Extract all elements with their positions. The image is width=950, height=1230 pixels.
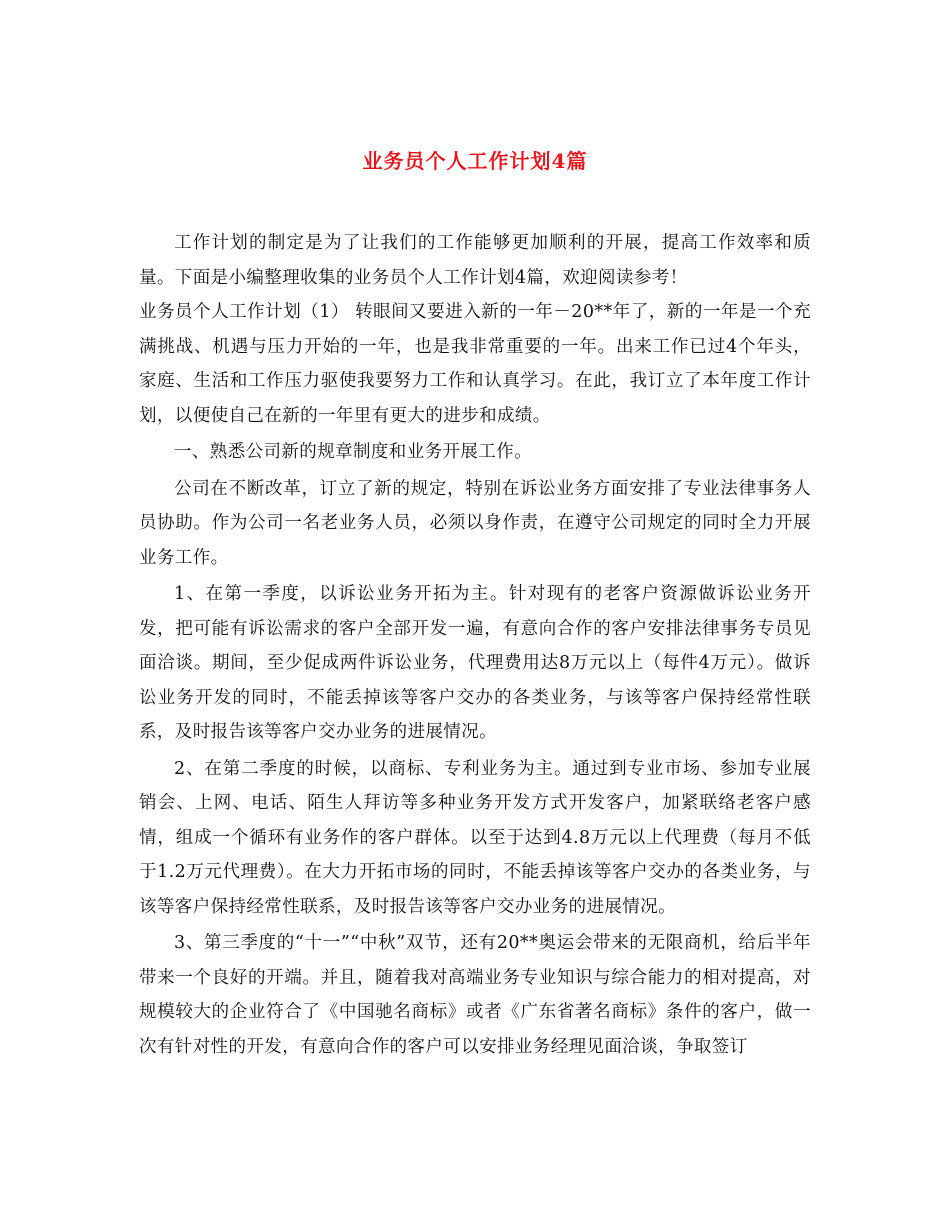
q2-paragraph: 2、在第二季度的时候，以商标、专利业务为主。通过到专业市场、参加专业展销会、上网、电话、陌生人拜访等多种业务开发方式开发客户，加紧联络老客户感情，组成一个循环有业务作的客户群体。以至于达到4.8万元以上代理费（每月不低于1.2万元代理费）。在大力开拓市场的同时，不能丢掉该等客户交办的各类业务，与该等客户保持经常性联系，及时报告该等客户交办业务的进展情况。 xyxy=(139,758,811,917)
document-body xyxy=(139,226,811,1064)
intro-paragraph: 工作计划的制定是为了让我们的工作能够更加顺利的开展，提高工作效率和质量。下面是小编整理收集的业务员个人工作计划4篇，欢迎阅读参考！ xyxy=(139,233,811,288)
company-paragraph: 公司在不断改革，订立了新的规定，特别在诉讼业务方面安排了专业法律事务人员协助。作为公司一名老业务人员，必须以身作责，在遵守公司规定的同时全力开展业务工作。 xyxy=(139,478,811,568)
section-heading: 业务员个人工作计划（1） xyxy=(139,302,349,322)
q1-paragraph: 1、在第一季度，以诉讼业务开拓为主。针对现有的老客户资源做诉讼业务开发，把可能有诉讼需求的客户全部开发一遍，有意向合作的客户安排法律事务专员见面洽谈。期间，至少促成两件诉讼业务，代理费用达8万元以上（每件4万元）。做诉讼业务开发的同时，不能丢掉该等客户交办的各类业务，与该等客户保持经常性联系，及时报告该等客户交办业务的进展情况。 xyxy=(139,584,811,742)
section-lead: 转眼间又要进入新的一年－20**年了，新的一年是一个充满挑战、机遇与压力开始的一年，也是我非常重要的一年。出来工作已过4个年头，家庭、生活和工作压力驱使我要努力工作和认真学习。在此，我订立了本年度工作计划，以便使自己在新的一年里有更大的进步和成绩。 xyxy=(139,302,811,426)
q3-paragraph: 3、第三季度的“十一”“中秋”双节，还有20**奥运会带来的无限商机，给后半年带来一个良好的开端。并且，随着我对高端业务专业知识与综合能力的相对提高，对规模较大的企业符合了《中国驰名商标》或者《广东省著名商标》条件的客户，做一次有针对性的开发，有意向合作的客户可以安排业务经理见面洽谈，争取签订 xyxy=(139,933,811,1057)
section-paragraph xyxy=(139,295,811,433)
item-heading: 一、熟悉公司新的规章制度和业务开展工作。 xyxy=(174,442,532,462)
document-title: 业务员个人工作计划4篇 xyxy=(362,149,588,173)
